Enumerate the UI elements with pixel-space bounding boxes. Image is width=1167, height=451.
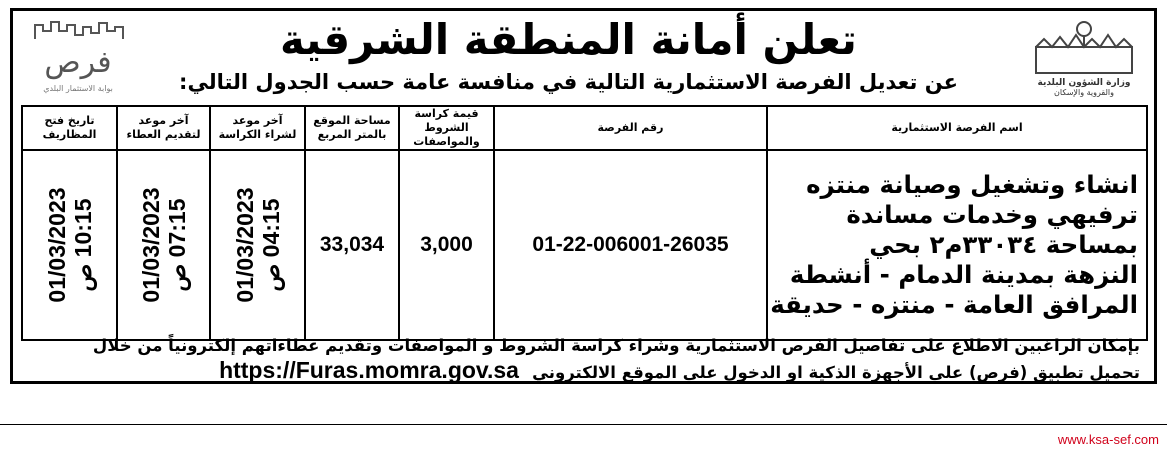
opening-cell <box>22 150 117 340</box>
opening-date: 01/03/2023 <box>43 187 70 303</box>
furas-website-link[interactable]: https://Furas.momra.gov.sa <box>219 357 519 383</box>
watermark-link[interactable]: www.ksa-sef.com <box>1057 432 1159 447</box>
svg-text:بوابة الاستثمار البلدي: بوابة الاستثمار البلدي <box>43 84 113 93</box>
opening-time: 10:15 ص <box>69 198 96 292</box>
opportunity-table <box>21 105 1148 341</box>
table-row <box>22 150 1147 340</box>
header-site-area: مساحة الموقع بالمتر المربع <box>305 106 399 150</box>
furas-logo-icon <box>23 17 163 97</box>
svg-text:وزارة الشؤون البلدية: وزارة الشؤون البلدية <box>1037 78 1131 88</box>
page-divider <box>0 424 1167 425</box>
svg-text:والقروية والإسكان: والقروية والإسكان <box>1054 88 1114 97</box>
footer-instruction: تحميل تطبيق (فرص) على الأجهزة الذكية او الدخول على الموقع الالكتروني <box>532 363 1140 382</box>
ad-subtitle: عن تعديل الفرصة الاستثمارية التالية في منافسة عامة حسب الجدول التالي: <box>179 70 958 94</box>
last-submission-time: 07:15 ص <box>163 198 190 292</box>
header-booklet-value: قيمة كراسة الشروط والمواصفات <box>399 106 494 150</box>
last-submission-cell <box>117 150 210 340</box>
header-last-purchase: آخر موعد لشراء الكراسة <box>210 106 305 150</box>
ad-header <box>13 11 1154 103</box>
footer-text-line2 <box>27 357 1140 386</box>
footer-text-line1: بإمكان الراغبين الاطلاع على تفاصيل الفرص الاستثمارية وشراء كراسة الشروط و المواصفات وتقديم عطاءاتهم إلكترونياً من خلال <box>92 336 1140 355</box>
header-last-submission: آخر موعد لتقديم العطاء <box>117 106 210 150</box>
header-opportunity-number: رقم الفرصة <box>494 106 767 150</box>
header-opening-date: تاريخ فتح المظاريف <box>22 106 117 150</box>
header-opportunity-name: اسم الفرصة الاستثمارية <box>767 106 1147 150</box>
last-purchase-date: 01/03/2023 <box>231 187 258 303</box>
last-submission-date: 01/03/2023 <box>137 187 164 303</box>
site-area: 33,034 <box>305 150 399 340</box>
advertisement-frame <box>10 8 1157 384</box>
svg-text:فرص: فرص <box>44 45 112 80</box>
opportunity-number: 01-22-006001-26035 <box>494 150 767 340</box>
last-purchase-cell <box>210 150 305 340</box>
ad-title: تعلن أمانة المنطقة الشرقية <box>280 15 857 64</box>
booklet-value: 3,000 <box>399 150 494 340</box>
table-header-row <box>22 106 1147 150</box>
opportunity-description: انشاء وتشغيل وصيانة منتزه ترفيهي وخدمات مساندة بمساحة ٣٣٠٣٤م٢ بحي النزهة بمدينة الدمام - أنشطة المرافق العامة - منتزه - حديقة <box>767 150 1147 340</box>
ministry-logo-icon <box>1024 17 1144 97</box>
last-purchase-time: 04:15 ص <box>257 198 284 292</box>
